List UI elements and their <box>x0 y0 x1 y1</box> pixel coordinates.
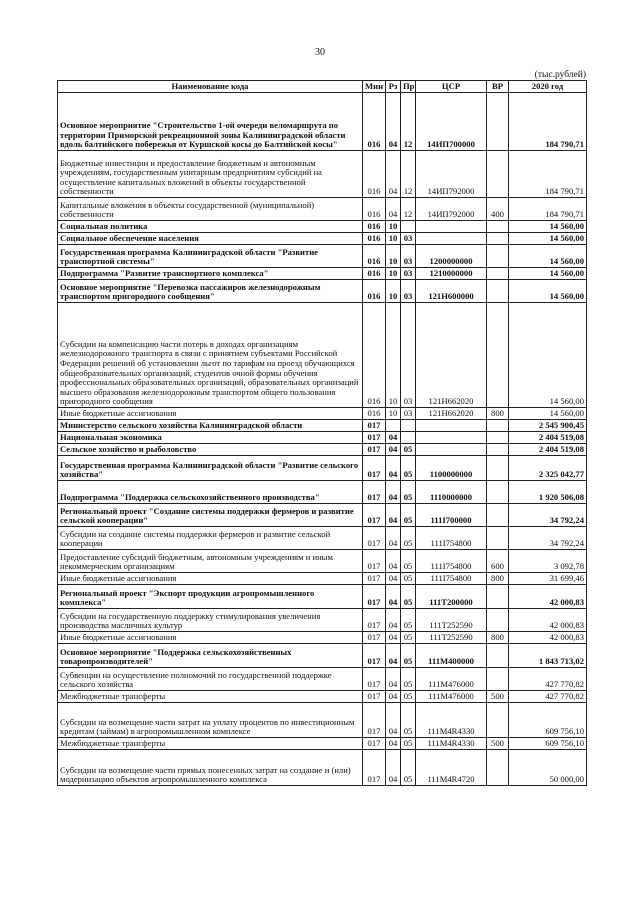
cell-pr: 12 <box>401 151 416 198</box>
cell-vr <box>487 280 509 303</box>
cell-pr: 05 <box>401 691 416 703</box>
table-body <box>58 93 587 786</box>
cell-csr: 14ИП792000 <box>416 151 487 198</box>
cell-csr: 111I754800 <box>416 573 487 585</box>
cell-name: Межбюджетные трансферты <box>58 738 363 750</box>
cell-rz: 04 <box>386 198 401 221</box>
cell-min: 017 <box>363 750 386 786</box>
cell-min: 017 <box>363 703 386 738</box>
cell-name: Капитальные вложения в объекты государственной (муниципальной) собственности <box>58 198 363 221</box>
cell-csr: 111M4R4330 <box>416 703 487 738</box>
cell-csr: 111T252590 <box>416 609 487 632</box>
cell-rz: 04 <box>386 750 401 786</box>
table-row <box>58 481 587 504</box>
cell-vr <box>487 504 509 527</box>
cell-amount: 14 560,00 <box>509 268 587 280</box>
cell-min: 017 <box>363 456 386 481</box>
table-row <box>58 750 587 786</box>
cell-amount: 427 770,82 <box>509 668 587 691</box>
table-row <box>58 504 587 527</box>
cell-rz: 10 <box>386 280 401 303</box>
table-row <box>58 550 587 573</box>
table-row <box>58 644 587 668</box>
cell-vr <box>487 420 509 432</box>
cell-amount: 184 790,71 <box>509 198 587 221</box>
table-row <box>58 632 587 644</box>
cell-csr <box>416 444 487 456</box>
cell-pr: 12 <box>401 93 416 151</box>
header-name: Наименование кода <box>58 81 363 93</box>
table-row <box>58 456 587 481</box>
cell-csr: 111I754800 <box>416 527 487 550</box>
cell-rz: 04 <box>386 504 401 527</box>
cell-amount: 14 560,00 <box>509 233 587 245</box>
cell-min: 017 <box>363 504 386 527</box>
cell-min: 016 <box>363 221 386 233</box>
table-row <box>58 280 587 303</box>
cell-rz: 04 <box>386 481 401 504</box>
table-row <box>58 268 587 280</box>
cell-amount: 1 843 713,02 <box>509 644 587 668</box>
cell-csr: 1110000000 <box>416 481 487 504</box>
cell-name: Иные бюджетные ассигнования <box>58 573 363 585</box>
cell-min: 017 <box>363 527 386 550</box>
table-row <box>58 303 587 408</box>
cell-amount: 184 790,71 <box>509 93 587 151</box>
cell-min: 017 <box>363 550 386 573</box>
cell-rz: 04 <box>386 93 401 151</box>
cell-csr <box>416 432 487 444</box>
cell-csr: 111T252590 <box>416 632 487 644</box>
cell-vr: 800 <box>487 632 509 644</box>
table-row <box>58 93 587 151</box>
table-row <box>58 703 587 738</box>
cell-vr <box>487 151 509 198</box>
cell-csr: 111I754800 <box>416 550 487 573</box>
cell-name: Иные бюджетные ассигнования <box>58 632 363 644</box>
cell-csr: 14ИП792000 <box>416 198 487 221</box>
cell-amount: 42 000,83 <box>509 609 587 632</box>
cell-amount: 2 404 519,08 <box>509 432 587 444</box>
cell-pr: 03 <box>401 245 416 268</box>
cell-rz: 04 <box>386 668 401 691</box>
header-vr: ВР <box>487 81 509 93</box>
cell-rz: 04 <box>386 644 401 668</box>
cell-rz: 04 <box>386 691 401 703</box>
cell-pr: 05 <box>401 750 416 786</box>
cell-amount: 14 560,00 <box>509 280 587 303</box>
cell-name: Субсидии на возмещение части затрат на уплату процентов по инвестиционным кредитам (займам) в агропромышленном комплексе <box>58 703 363 738</box>
cell-min: 017 <box>363 632 386 644</box>
cell-csr: 121Н662020 <box>416 303 487 408</box>
header-min: Мин <box>363 81 386 93</box>
header-amount: 2020 год <box>509 81 587 93</box>
cell-pr: 05 <box>401 703 416 738</box>
cell-name: Региональный проект "Создание системы поддержки фермеров и развитие сельской кооперации" <box>58 504 363 527</box>
cell-vr: 600 <box>487 550 509 573</box>
cell-vr: 800 <box>487 573 509 585</box>
table-row <box>58 233 587 245</box>
cell-csr: 111M476000 <box>416 668 487 691</box>
table-row <box>58 444 587 456</box>
cell-csr: 111M476000 <box>416 691 487 703</box>
cell-csr: 111I700000 <box>416 504 487 527</box>
table-row <box>58 245 587 268</box>
cell-name: Предоставление субсидий бюджетным, автономным учреждениям и иным некоммерческим организациям <box>58 550 363 573</box>
cell-csr: 1100000000 <box>416 456 487 481</box>
cell-name: Министерство сельского хозяйства Калининградской области <box>58 420 363 432</box>
cell-csr: 111M4R4330 <box>416 738 487 750</box>
cell-vr: 400 <box>487 198 509 221</box>
cell-rz: 04 <box>386 432 401 444</box>
cell-vr <box>487 432 509 444</box>
cell-min: 017 <box>363 668 386 691</box>
table-row <box>58 609 587 632</box>
cell-amount: 2 545 900,45 <box>509 420 587 432</box>
cell-vr <box>487 221 509 233</box>
cell-amount: 14 560,00 <box>509 408 587 420</box>
cell-vr <box>487 609 509 632</box>
cell-csr: 111M4R4720 <box>416 750 487 786</box>
cell-name: Государственная программа Калининградской области "Развитие сельского хозяйства" <box>58 456 363 481</box>
cell-name: Сельское хозяйство и рыболовство <box>58 444 363 456</box>
cell-csr: 111M400000 <box>416 644 487 668</box>
cell-csr: 121Н600000 <box>416 280 487 303</box>
cell-pr: 05 <box>401 573 416 585</box>
cell-vr <box>487 585 509 609</box>
cell-amount: 1 920 506,08 <box>509 481 587 504</box>
cell-name: Субсидии на создание системы поддержки фермеров и развитие сельской кооперации <box>58 527 363 550</box>
table-row <box>58 151 587 198</box>
cell-amount: 2 404 519,08 <box>509 444 587 456</box>
cell-name: Основное мероприятие "Поддержка сельскохозяйственных товаропроизводителей" <box>58 644 363 668</box>
cell-name: Основное мероприятие "Перевозка пассажиров железнодорожным транспортом пригородного сообщения" <box>58 280 363 303</box>
cell-amount: 427 770,82 <box>509 691 587 703</box>
cell-name: Подпрограмма "Развитие транспортного комплекса" <box>58 268 363 280</box>
cell-pr: 05 <box>401 632 416 644</box>
header-pr: Пр <box>401 81 416 93</box>
cell-min: 016 <box>363 303 386 408</box>
cell-name: Субсидии на компенсацию части потерь в доходах организациям железнодорожного транспорта в связи с принятием субъектами Российской Федерации решений об установлении льгот по тарифам на проезд обучающихся общеобразовательных организаций, студентов очной формы обучения профессиональных образовательных организаций, образовательных организаций высшего образования железнодорожным транспортом общего пользования пригородного сообщения <box>58 303 363 408</box>
units-label: (тыс.рублей) <box>534 70 586 80</box>
cell-vr <box>487 444 509 456</box>
cell-rz: 04 <box>386 444 401 456</box>
cell-rz: 10 <box>386 408 401 420</box>
cell-name: Национальная экономика <box>58 432 363 444</box>
cell-rz: 10 <box>386 233 401 245</box>
cell-min: 016 <box>363 151 386 198</box>
cell-pr: 03 <box>401 280 416 303</box>
cell-name: Подпрограмма "Поддержка сельскохозяйственного производства" <box>58 481 363 504</box>
cell-name: Социальная политика <box>58 221 363 233</box>
cell-rz: 04 <box>386 738 401 750</box>
cell-vr <box>487 527 509 550</box>
cell-name: Субсидии на возмещение части прямых понесенных затрат на создание и (или) модернизацию объектов агропромышленного комплекса <box>58 750 363 786</box>
cell-vr: 500 <box>487 738 509 750</box>
header-csr: ЦСР <box>416 81 487 93</box>
cell-amount: 42 000,83 <box>509 585 587 609</box>
cell-pr <box>401 221 416 233</box>
cell-rz: 10 <box>386 303 401 408</box>
cell-name: Субсидии на государственную поддержку стимулирования увеличения производства масличных культур <box>58 609 363 632</box>
cell-csr: 14ИП700000 <box>416 93 487 151</box>
table-row <box>58 691 587 703</box>
cell-vr <box>487 233 509 245</box>
cell-min: 017 <box>363 444 386 456</box>
cell-amount: 50 000,00 <box>509 750 587 786</box>
cell-pr: 05 <box>401 550 416 573</box>
cell-pr: 05 <box>401 738 416 750</box>
cell-amount: 2 325 042,77 <box>509 456 587 481</box>
cell-pr: 05 <box>401 668 416 691</box>
table-row <box>58 527 587 550</box>
cell-min: 016 <box>363 93 386 151</box>
cell-min: 017 <box>363 432 386 444</box>
cell-pr: 03 <box>401 303 416 408</box>
cell-pr: 12 <box>401 198 416 221</box>
cell-amount: 14 560,00 <box>509 221 587 233</box>
cell-pr: 05 <box>401 481 416 504</box>
cell-rz: 04 <box>386 573 401 585</box>
cell-min: 016 <box>363 198 386 221</box>
cell-min: 016 <box>363 268 386 280</box>
cell-csr: 111T200000 <box>416 585 487 609</box>
cell-name: Бюджетные инвестиции и предоставление бюджетным и автономным учреждениям, государственным унитарным предприятиям субсидий на осуществление капитальных вложений в объекты государственной собственности <box>58 151 363 198</box>
page-number: 30 <box>315 47 325 58</box>
cell-rz: 04 <box>386 550 401 573</box>
cell-min: 016 <box>363 408 386 420</box>
cell-pr: 03 <box>401 233 416 245</box>
cell-vr <box>487 750 509 786</box>
cell-amount: 31 699,46 <box>509 573 587 585</box>
cell-rz: 10 <box>386 221 401 233</box>
budget-table <box>57 80 587 786</box>
cell-name: Государственная программа Калининградской области "Развитие транспортной системы" <box>58 245 363 268</box>
cell-rz: 04 <box>386 585 401 609</box>
cell-min: 017 <box>363 644 386 668</box>
table-row <box>58 408 587 420</box>
cell-csr <box>416 420 487 432</box>
cell-name: Региональный проект "Экспорт продукции агропромышленного комплекса" <box>58 585 363 609</box>
cell-min: 016 <box>363 233 386 245</box>
cell-pr <box>401 420 416 432</box>
cell-vr <box>487 668 509 691</box>
cell-rz: 04 <box>386 527 401 550</box>
cell-amount: 609 756,10 <box>509 738 587 750</box>
cell-vr <box>487 644 509 668</box>
cell-pr: 05 <box>401 609 416 632</box>
cell-min: 016 <box>363 280 386 303</box>
cell-pr: 05 <box>401 456 416 481</box>
cell-pr: 05 <box>401 444 416 456</box>
cell-pr: 05 <box>401 585 416 609</box>
cell-vr: 800 <box>487 408 509 420</box>
cell-rz <box>386 420 401 432</box>
cell-name: Межбюджетные трансферты <box>58 691 363 703</box>
cell-amount: 3 092,78 <box>509 550 587 573</box>
cell-vr <box>487 245 509 268</box>
cell-min: 017 <box>363 585 386 609</box>
cell-amount: 14 560,00 <box>509 303 587 408</box>
cell-rz: 04 <box>386 609 401 632</box>
cell-min: 017 <box>363 420 386 432</box>
cell-amount: 42 000,83 <box>509 632 587 644</box>
cell-rz: 04 <box>386 703 401 738</box>
cell-amount: 14 560,00 <box>509 245 587 268</box>
cell-amount: 34 792,24 <box>509 527 587 550</box>
table-row <box>58 573 587 585</box>
cell-csr <box>416 233 487 245</box>
cell-csr: 1200000000 <box>416 245 487 268</box>
table-row <box>58 221 587 233</box>
table-row <box>58 585 587 609</box>
cell-pr: 05 <box>401 527 416 550</box>
cell-vr <box>487 93 509 151</box>
cell-name: Основное мероприятие "Строительство 1-ой очереди веломаршрута по территории Приморской рекреационной зоны Калининградской области вдоль балтийского побережья от Куршской косы до Балтийской косы" <box>58 93 363 151</box>
cell-pr <box>401 432 416 444</box>
cell-name: Субвенции на осуществление полномочий по государственной поддержке сельского хозяйства <box>58 668 363 691</box>
cell-csr <box>416 221 487 233</box>
cell-min: 016 <box>363 245 386 268</box>
cell-min: 017 <box>363 573 386 585</box>
cell-rz: 04 <box>386 456 401 481</box>
table-row <box>58 432 587 444</box>
table-header-row <box>58 81 587 93</box>
cell-min: 017 <box>363 609 386 632</box>
cell-name: Социальное обеспечение населения <box>58 233 363 245</box>
cell-min: 017 <box>363 691 386 703</box>
cell-rz: 10 <box>386 245 401 268</box>
cell-min: 017 <box>363 738 386 750</box>
cell-rz: 04 <box>386 632 401 644</box>
cell-pr: 05 <box>401 644 416 668</box>
cell-pr: 03 <box>401 268 416 280</box>
cell-pr: 03 <box>401 408 416 420</box>
cell-vr <box>487 303 509 408</box>
cell-vr <box>487 456 509 481</box>
cell-rz: 10 <box>386 268 401 280</box>
cell-csr: 1210000000 <box>416 268 487 280</box>
cell-min: 017 <box>363 481 386 504</box>
header-rz: Рз <box>386 81 401 93</box>
cell-name: Иные бюджетные ассигнования <box>58 408 363 420</box>
cell-vr: 500 <box>487 691 509 703</box>
cell-csr: 121Н662020 <box>416 408 487 420</box>
cell-amount: 34 792,24 <box>509 504 587 527</box>
table-row <box>58 420 587 432</box>
cell-amount: 184 790,71 <box>509 151 587 198</box>
cell-vr <box>487 703 509 738</box>
table-row <box>58 738 587 750</box>
cell-rz: 04 <box>386 151 401 198</box>
cell-vr <box>487 481 509 504</box>
table-row <box>58 198 587 221</box>
cell-pr: 05 <box>401 504 416 527</box>
table-row <box>58 668 587 691</box>
cell-vr <box>487 268 509 280</box>
cell-amount: 609 756,10 <box>509 703 587 738</box>
